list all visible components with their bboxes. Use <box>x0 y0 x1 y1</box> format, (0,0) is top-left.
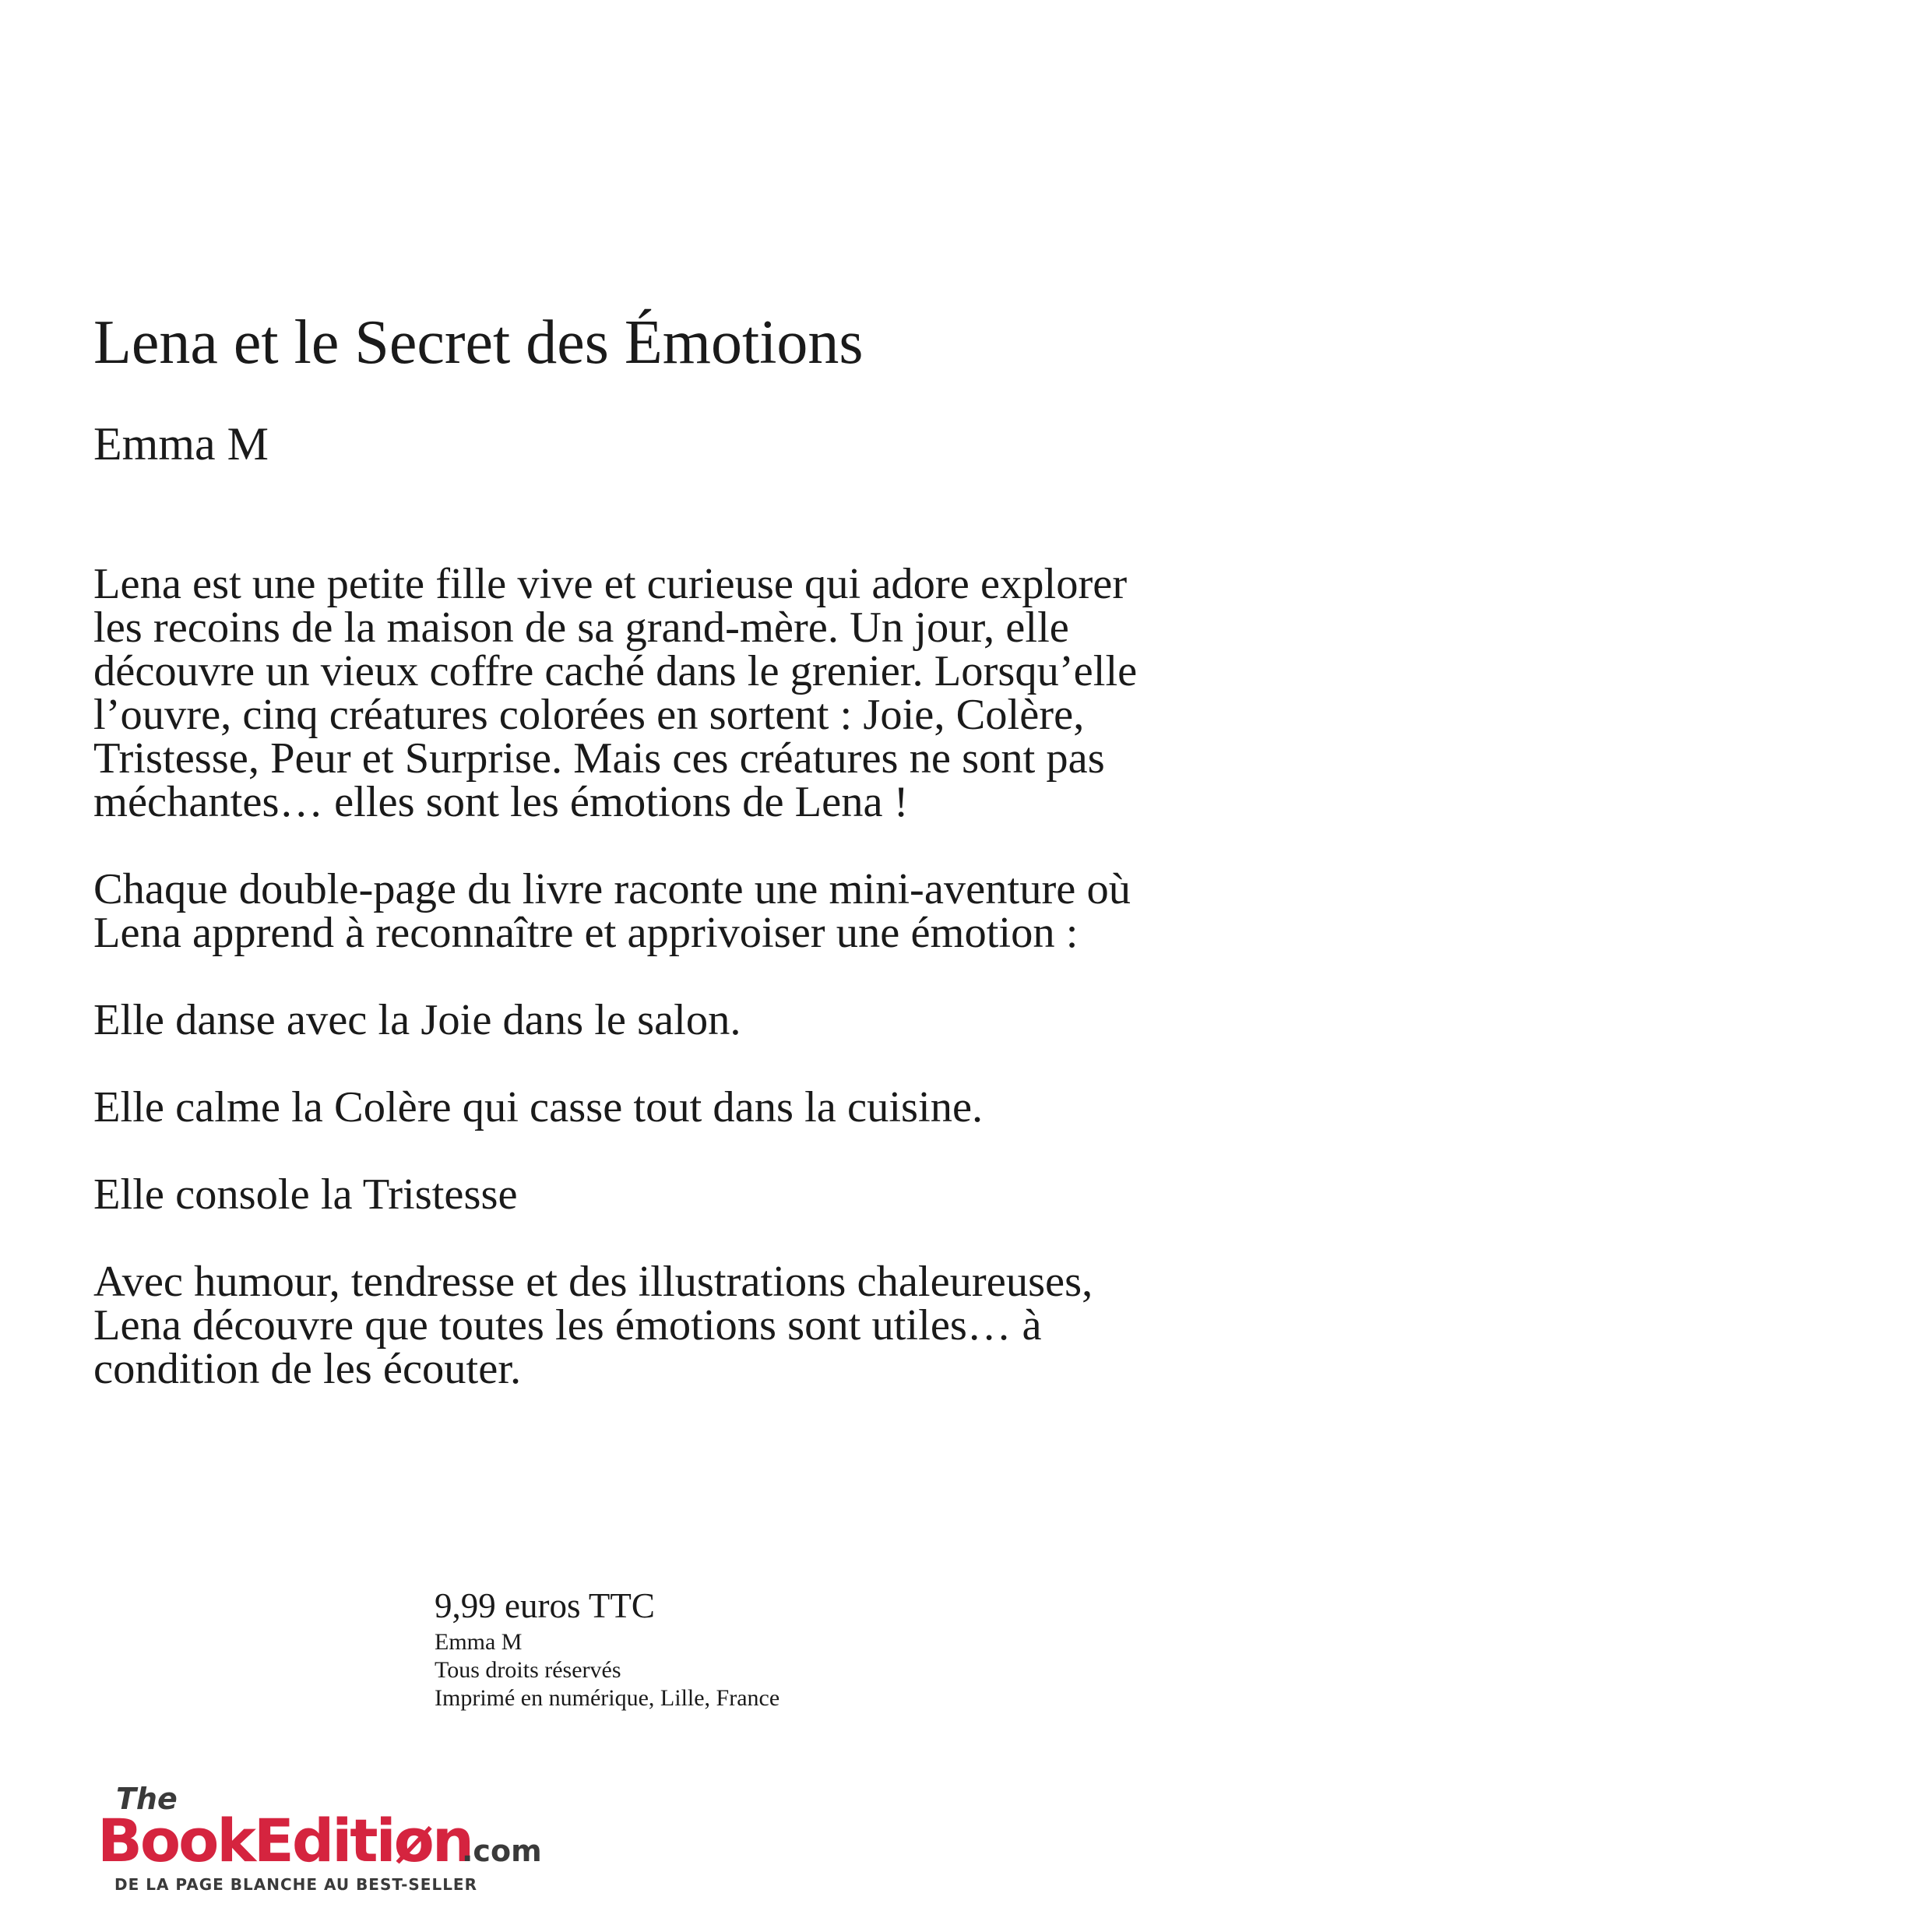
summary-line: les recoins de la maison de sa grand-mère. Un jour, elle <box>93 604 1069 652</box>
publisher-logo <box>97 1779 565 1896</box>
summary-line: méchantes… elles sont les émotions de Lena ! <box>93 778 909 826</box>
summary-line: condition de les écouter. <box>93 1345 522 1393</box>
summary-line: découvre un vieux coffre caché dans le grenier. Lorsqu’elle <box>93 647 1138 695</box>
book-summary <box>93 562 1480 1391</box>
summary-line: Lena découvre que toutes les émotions sont utiles… à <box>93 1301 1042 1350</box>
feather-icon: ø <box>393 1806 432 1875</box>
summary-line: Tristesse, Peur et Surprise. Mais ces créatures ne sont pas <box>93 734 1105 783</box>
logo-on: n <box>431 1806 472 1875</box>
legal-printing: Imprimé en numérique, Lille, France <box>435 1685 780 1711</box>
logo-book: Book <box>97 1806 254 1875</box>
summary-line: Chaque double-page du livre raconte une mini-aventure où <box>93 865 1131 913</box>
summary-line: l’ouvre, cinq créatures colorées en sortent : Joie, Colère, <box>93 691 1085 739</box>
book-title: Lena et le Secret des Émotions <box>93 308 864 377</box>
summary-item-anger: Elle calme la Colère qui casse tout dans la cuisine. <box>93 1083 984 1131</box>
book-author: Emma M <box>93 418 269 470</box>
summary-line: Lena apprend à reconnaître et apprivoiser une émotion : <box>93 909 1079 957</box>
legal-notice <box>435 1586 780 1712</box>
summary-item-sadness: Elle console la Tristesse <box>93 1170 518 1219</box>
logo-brand <box>97 1806 472 1875</box>
legal-author: Emma M <box>435 1629 523 1655</box>
logo-the: The <box>116 1782 178 1816</box>
price: 9,99 euros TTC <box>435 1586 655 1625</box>
summary-item-joy: Elle danse avec la Joie dans le salon. <box>93 996 741 1044</box>
summary-line: Avec humour, tendresse et des illustrations chaleureuses, <box>93 1258 1093 1306</box>
logo-edition: Editi <box>253 1806 394 1875</box>
logo-domain: .com <box>462 1834 542 1868</box>
summary-line: Lena est une petite fille vive et curieuse qui adore explorer <box>93 560 1128 608</box>
legal-rights: Tous droits réservés <box>435 1657 621 1683</box>
logo-tagline: DE LA PAGE BLANCHE AU BEST-SELLER <box>114 1875 477 1894</box>
